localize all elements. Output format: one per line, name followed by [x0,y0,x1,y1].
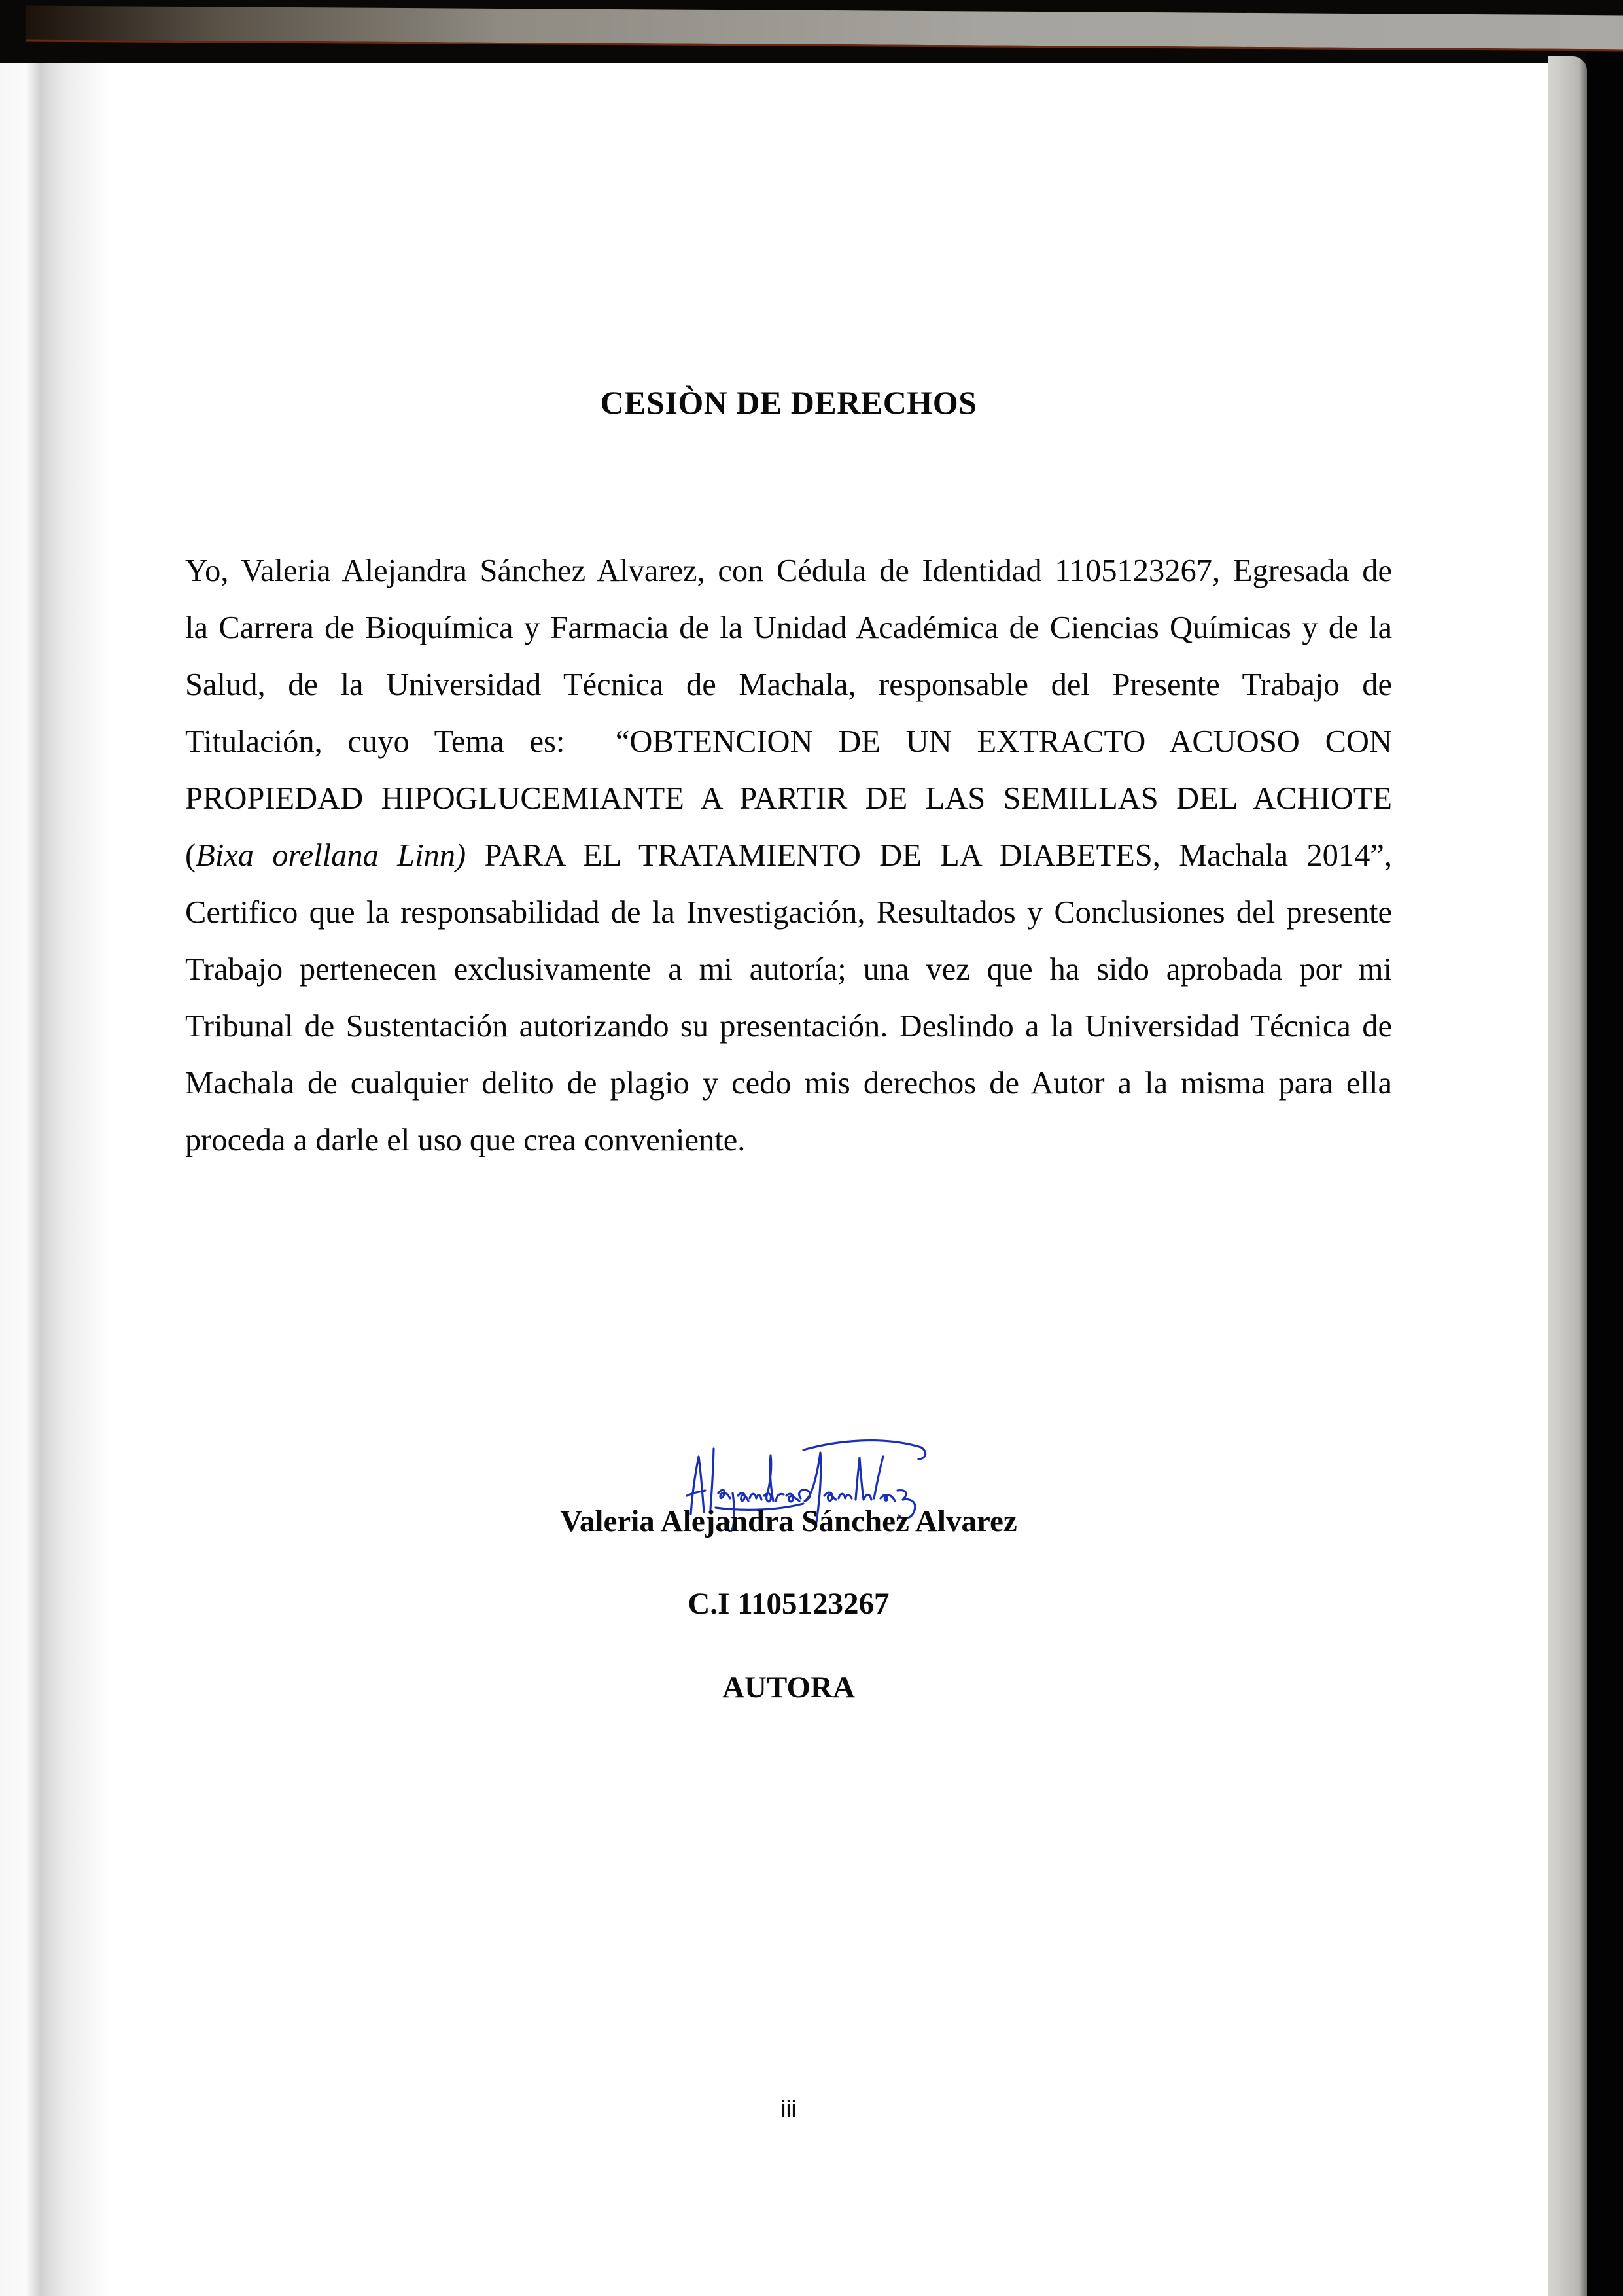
binding-shadow [0,63,111,2296]
body-line-text: proceda a darle el uso que crea conveniente. [185,1123,746,1157]
body-line-text: Salud, de la Universidad Técnica de Machala, responsable del Presente Trabajo de [185,667,1392,702]
author-role: AUTORA [722,1670,855,1704]
body-line-text: Titulación, cuyo Tema es: “OBTENCION DE UN EXTRACTO ACUOSO CON [185,724,1392,759]
body-line [185,884,1392,941]
body-line [185,1112,1392,1169]
body-line-text: Tribunal de Sustentación autorizando su presentación. Deslindo a la Universidad Técnica de [185,1009,1392,1044]
body-line [185,713,1392,770]
body-line [185,599,1392,656]
body-line [185,542,1392,599]
body-line-text: Machala de cualquier delito de plagio y cedo mis derechos de Autor a la misma para ella [185,1066,1392,1101]
body-line-text: ( [185,838,196,873]
body-line-text: la Carrera de Bioquímica y Farmacia de la Unidad Académica de Ciencias Químicas y de la [185,610,1392,645]
body-line-text: Yo, Valeria Alejandra Sánchez Alvarez, con Cédula de Identidad 1105123267, Egresada de [185,554,1392,588]
document-title: CESIÒN DE DERECHOS [600,384,977,421]
body-line [185,770,1392,827]
author-name: Valeria Alejandra Sánchez Alvarez [560,1504,1017,1538]
body-line-text: Certifico que la responsabilidad de la Investigación, Resultados y Conclusiones del presente [185,895,1392,930]
page-number: iii [780,2095,797,2122]
body-line-text: Trabajo pertenecen exclusivamente a mi autoría; una vez que ha sido aprobada por mi [185,952,1392,987]
body-line [185,827,1392,884]
body-paragraph [185,542,1392,1169]
body-line [185,941,1392,998]
body-line [185,656,1392,713]
body-line-text: PARA EL TRATAMIENTO DE LA DIABETES, Machala 2014”, [466,838,1393,873]
body-line [185,998,1392,1055]
body-line-text: PROPIEDAD HIPOGLUCEMIANTE A PARTIR DE LAS SEMILLAS DEL ACHIOTE [185,781,1392,816]
scientific-name: Bixa orellana Linn) [196,838,466,873]
author-id: C.I 1105123267 [688,1587,890,1621]
scanner-background [1587,52,1623,2296]
page-edge [1548,56,1587,2296]
body-line [185,1055,1392,1112]
